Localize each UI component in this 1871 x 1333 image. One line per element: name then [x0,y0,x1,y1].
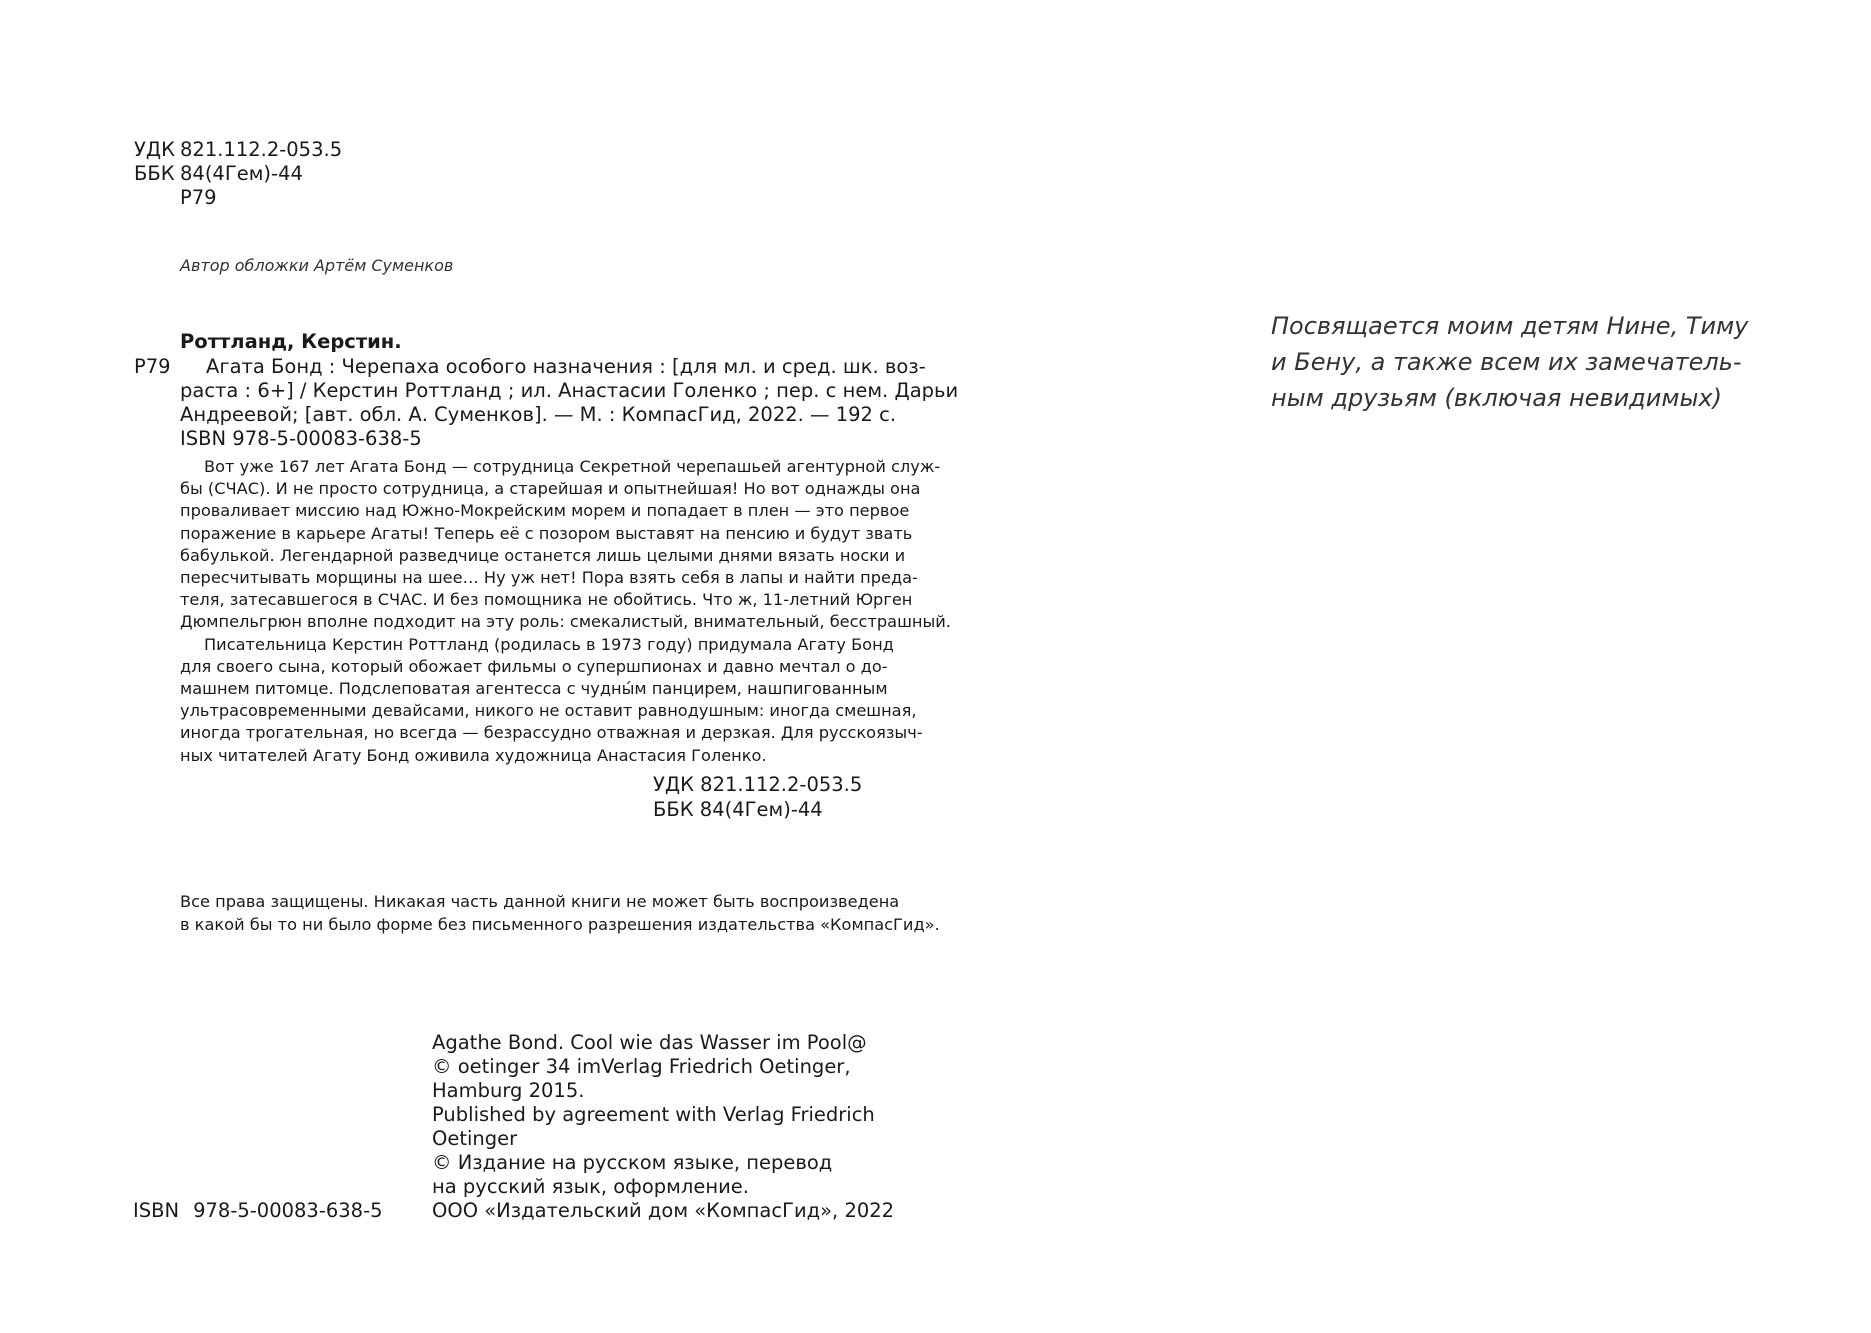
bbk-label: ББК [134,162,175,185]
annotation-line: машнем питомце. Подслеповатая агентесса с чудны́м панцирем, нашпигованным [180,679,888,699]
cover-credit: Автор обложки Артём Суменков [180,256,454,275]
orig-line: Agathe Bond. Cool wie das Wasser im Pool@ [432,1031,867,1054]
classification-right [653,772,862,822]
annotation-line: бабулькой. Легендарной разведчице останется лишь целыми днями вязать носки и [180,545,906,565]
orig-line: © Издание на русском языке, перевод [432,1151,833,1174]
author-sign: Р79 [180,186,217,209]
orig-line: Published by agreement with Verlag Friedrich [432,1103,875,1126]
annotation-line: бы (СЧАС). И не просто сотрудница, а старейшая и опытнейшая! Но вот однажды она [180,479,921,499]
bbk-value: 84(4Гем)-44 [180,162,303,185]
annotation-line: для своего сына, который обожает фильмы о супершпионах и давно мечтал о до- [180,656,888,676]
udk-row [134,138,342,162]
orig-line: © oetinger 34 imVerlag Friedrich Oetinger, [432,1055,851,1078]
annotation-line: иногда трогательная, но всегда — безрассудно отважная и дерзкая. Для русскоязыч- [180,723,923,743]
bbk-right: ББК 84(4Гем)-44 [653,798,823,821]
annotation-line: пересчитывать морщины на шее… Ну уж нет! Пора взять себя в лапы и найти преда- [180,568,918,588]
orig-line: Oetinger [432,1127,518,1150]
record-line: раста : 6+] / Керстин Роттланд ; ил. Анастасии Голенко ; пер. с нем. Дарьи [180,379,959,402]
orig-line: ООО «Издательский дом «КомпасГид», 2022 [432,1199,895,1222]
annotation-line: Писательница Керстин Роттланд (родилась в 1973 году) придумала Агату Бонд [204,634,894,654]
dedication-line: и Бену, а также всем их замечатель- [1271,348,1742,376]
record-isbn: ISBN 978-5-00083-638-5 [180,427,422,450]
udk-right: УДК 821.112.2-053.5 [653,773,863,796]
author-heading: Роттланд, Керстин. [180,330,402,353]
isbn-value: 978-5-00083-638-5 [193,1199,383,1222]
annotation-line: Вот уже 167 лет Агата Бонд — сотрудница Секретной черепашьей агентурной служ- [204,457,941,476]
orig-line: на русский язык, оформление. [432,1175,749,1198]
record-author-sign: Р79 [134,355,171,378]
isbn-bottom [133,1199,383,1222]
rights-notice [180,890,940,936]
dedication-line: Посвящается моим детям Нине, Тиму [1271,312,1749,340]
isbn-label: ISBN [133,1199,180,1222]
dedication-line: ным друзьям (включая невидимых) [1271,384,1722,412]
dedication [1271,308,1748,416]
annotation-line: ных читателей Агату Бонд оживила художница Анастасия Голенко. [180,745,767,765]
annotation-line: ультрасовременными девайсами, никого не оставит равнодушным: иногда смешная, [180,701,917,721]
udk-label: УДК [134,138,175,161]
rights-line: в какой бы то ни было форме без письменного разрешения издательства «КомпасГид». [180,915,940,934]
annotation-line: Дюмпельгрюн вполне подходит на эту роль: смекалистый, внимательный, бесстрашный. [180,612,951,632]
classification-block [134,138,342,210]
annotation-line: поражение в карьере Агаты! Теперь её с позором выставят на пенсию и будут звать [180,523,913,543]
annotation [180,456,951,767]
bibliographic-record [180,355,958,451]
udk-value: 821.112.2-053.5 [180,138,343,161]
orig-line: Hamburg 2015. [432,1079,585,1102]
original-edition [432,1031,894,1223]
annotation-line: теля, затесавшегося в СЧАС. И без помощника не обойтись. Что ж, 11-летний Юрген [180,590,913,610]
annotation-line: проваливает миссию над Южно-Мокрейским морем и попадает в плен — это первое [180,501,910,521]
author-sign-row [134,186,342,210]
bbk-row [134,162,342,186]
record-line: Андреевой; [авт. обл. А. Суменков]. — М. : КомпасГид, 2022. — 192 с. [180,403,897,426]
rights-line: Все права защищены. Никакая часть данной книги не может быть воспроизведена [180,892,900,911]
record-line: Агата Бонд : Черепаха особого назначения : [для мл. и сред. шк. воз- [206,355,926,378]
